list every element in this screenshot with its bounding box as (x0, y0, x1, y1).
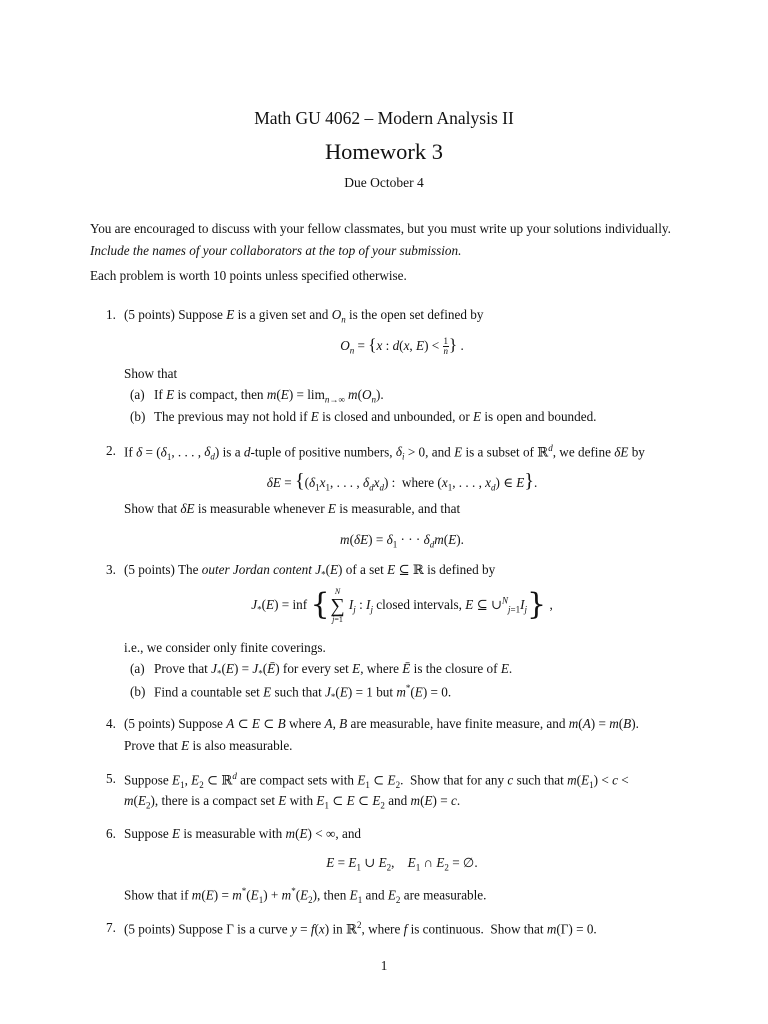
problem-number: 5. (106, 771, 116, 786)
problem-part-b: (b) The previous may not hold if E is closed and unbounded, or E is open and bounded. (130, 409, 597, 424)
page-number: 1 (380, 958, 388, 973)
intro-line-2: Include the names of your collaborators at the top of your submission. (90, 243, 462, 258)
intro-line-3: Each problem is worth 10 points unless specified otherwise. (90, 268, 407, 283)
homework-title: Homework 3 (324, 139, 444, 164)
problem-number: 7. (106, 920, 116, 935)
problem-number: 6. (106, 826, 116, 841)
course-title: Math GU 4062 – Modern Analysis II (254, 108, 514, 128)
problem-part-a: (a) If E is compact, then $m(E) = \lim_{n\to\infty} m(O_n)$. (130, 387, 384, 405)
problem-equation: $O_n = \{x$ : d(x, E) < $\frac{1}{n}$ } . (340, 335, 464, 357)
problem-number: 2. (106, 443, 116, 458)
problem-number: 1. (106, 307, 116, 322)
problem-equation-2: $m(\delta E) = \delta_1$ · · · $\delta_dm(E)$. (340, 532, 464, 550)
problem-text-2: Prove that E is also measurable. (124, 738, 293, 753)
problem-text-2: $m(E_2)$, there is a compact set E with $E_1$ ⊂ E ⊂ $E_2$ and m(E) = c. (124, 793, 461, 811)
problem-number: 3. (106, 562, 116, 577)
problem-text: (5 points) Suppose Γ is a curve y = f(x) in ℝ$^2$, where f is continuous. Show that m(Γ) = 0. (124, 920, 597, 937)
problem-text: (5 points) Suppose A ⊂ E ⊂ B where A, B are measurable, have finite measure, and m(A) = m(B). (124, 716, 639, 731)
problem-text: If $\delta = (\delta_1$, . . . , $\delta_d$) is a d-tuple of positive numbers, $\delta_i > 0$, and E is a subset of ℝ$^d$, we define δE by (124, 443, 645, 463)
problem-text: (5 points) Suppose E is a given set and $O_n$ is the open set defined by (124, 307, 484, 325)
problem-equation: $J_*(E)$ = inf { N ∑ j=1 $I_j$ : $I_j$ closed intervals, E ⊆ $\cup^N_{j=1}I_j$} , (251, 586, 553, 624)
problem-part-a: (a) Prove that $J_*(E)$ = $J_*(Ē)$ for every set E, where Ē is the closure of E. (130, 661, 513, 679)
problem-text: (5 points) The outer Jordan content $J_*(E)$ of a set E ⊆ ℝ is defined by (124, 562, 496, 580)
due-date: Due October 4 (344, 175, 424, 190)
problem-show: Show that (124, 366, 178, 381)
problem-text: Suppose E is measurable with m(E) < ∞, and (124, 826, 362, 841)
intro-line-1: You are encouraged to discuss with your fellow classmates, but you must write up your solutions individually. (90, 221, 671, 236)
problem-text-2: Show that if $m(E) = m^*(E_1) + m^*(E_2)$, then $E_1$ and $E_2$ are measurable. (124, 886, 487, 906)
problem-equation: $E = E_1$ ∪ $E_2$, $E_1$ ∩ $E_2$ = ∅. (326, 855, 478, 873)
problem-text-2: i.e., we consider only finite coverings. (124, 640, 326, 655)
problem-text: Suppose $E_1$, $E_2$ ⊂ ℝ$^d$ are compact sets with $E_1$ ⊂ $E_2$. Show that for any c such that $m(E_1) < c$ < (124, 771, 629, 791)
problem-text-2: Show that δE is measurable whenever E is measurable, and that (124, 501, 461, 516)
problem-part-b: (b) Find a countable set E such that $J_*(E) = 1$ but m*(E) = 0. (130, 683, 452, 703)
problem-number: 4. (106, 716, 116, 731)
problem-equation: $\delta E = \{(\delta_1x_1$, . . . , $\delta_dx_d$) : where ($x_1$, . . . , $x_d$) ∈ E}. (266, 470, 538, 493)
